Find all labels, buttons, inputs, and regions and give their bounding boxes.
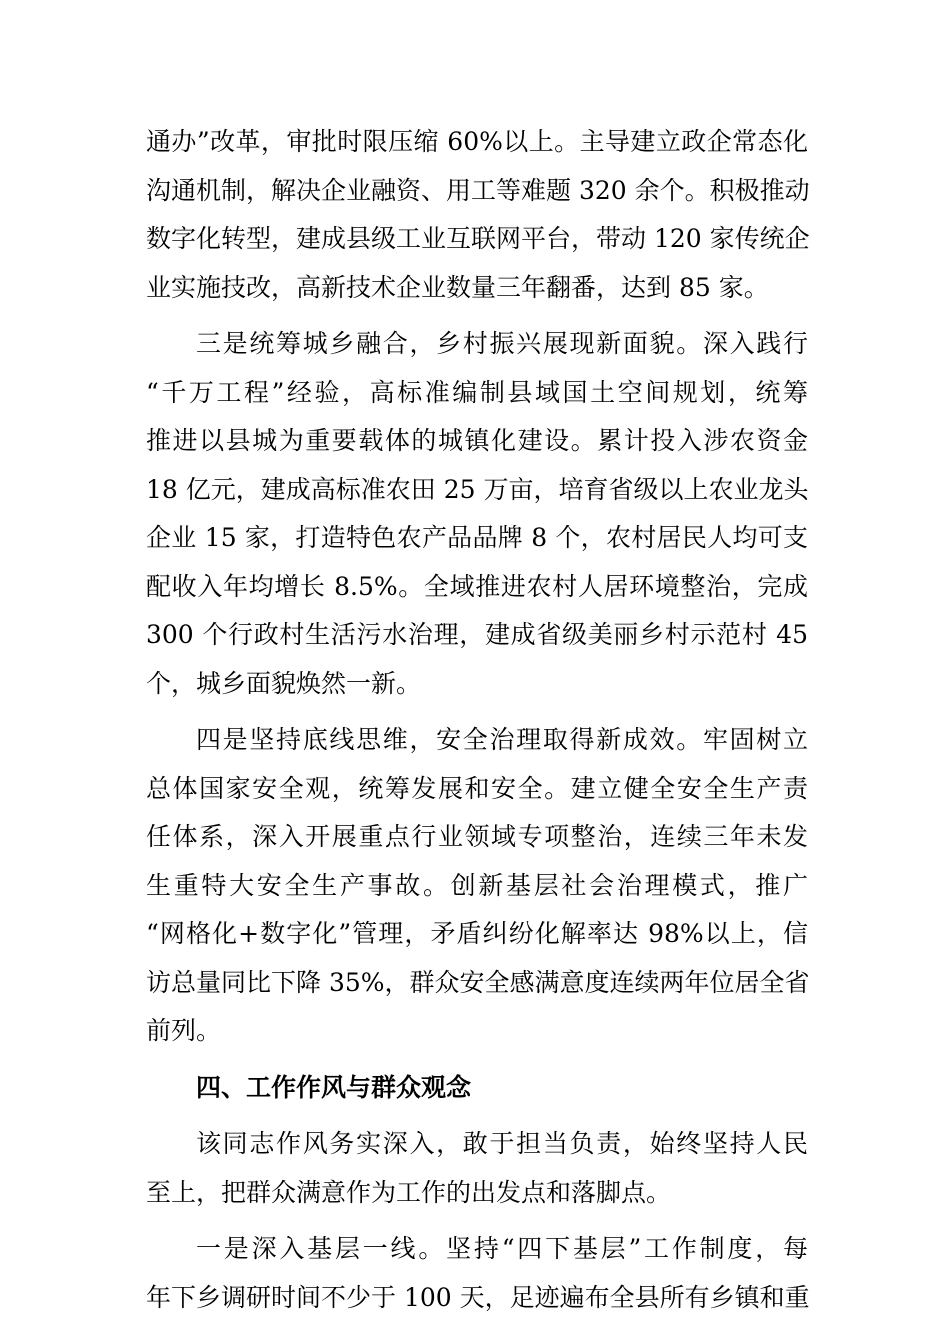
text-line: 生重特大安全生产事故。创新基层社会治理模式，推广 [146,870,808,900]
text-line: 18 亿元，建成高标准农田 25 万亩，培育省级以上农业龙头 [146,474,809,504]
text-line: 总体国家安全观，统筹发展和安全。建立健全安全生产责 [146,773,808,803]
text-line: 访总量同比下降 35%，群众安全感满意度连续两年位居全省 [146,967,810,997]
text-line: 三是统筹城乡融合，乡村振兴展现新面貌。深入践行 [196,329,808,358]
section-heading-text: 四、工作作风与群众观念 [196,1072,472,1102]
paragraph-gap [146,708,808,716]
paragraph-gap [146,1217,808,1225]
text-line: 业实施技改，高新技术企业数量三年翻番，达到 85 家。 [146,272,769,302]
text-line: 配收入年均增长 8.5%。全域推进农村人居环境整治，完成 [146,571,808,601]
text-line: 数字化转型，建成县级工业互联网平台，带动 120 家传统企 [146,224,810,253]
text-line: 推进以县城为重要载体的城镇化建设。累计投入涉农资金 [146,426,808,455]
text-line: 通办”改革，审批时限压缩 60%以上。主导建立政企常态化 [146,127,808,156]
document-body [146,118,808,1322]
text-line: 300 个行政村生活污水治理，建成省级美丽乡村示范村 45 [146,620,808,649]
paragraph-1 [146,118,808,312]
text-line: 个，城乡面貌焕然一新。 [146,668,422,698]
paragraph-gap [146,312,808,320]
text-line: “千万工程”经验，高标准编制县域国土空间规划，统筹 [146,377,808,407]
paragraph-gap [146,1112,808,1120]
text-line: 沟通机制，解决企业融资、用工等难题 320 余个。积极推动 [146,175,810,205]
paragraph-5 [146,1120,808,1217]
paragraph-2 [146,320,808,708]
text-line: 至上，把群众满意作为工作的出发点和落脚点。 [146,1177,672,1207]
text-line: 企业 15 家，打造特色农产品品牌 8 个，农村居民人均可支 [146,523,808,552]
text-line: 四是坚持底线思维，安全治理取得新成效。牢固树立 [196,725,808,754]
text-line: 一是深入基层一线。坚持“四下基层”工作制度，每 [196,1234,808,1263]
paragraph-3 [146,716,808,1056]
paragraph-gap [146,1056,808,1064]
text-line: 该同志作风务实深入，敢于担当负责，始终坚持人民 [196,1129,808,1158]
section-heading [146,1064,808,1113]
paragraph-6 [146,1225,808,1322]
text-line: “网格化+数字化”管理，矛盾纠纷化解率达 98%以上，信 [146,919,808,948]
text-line: 年下乡调研时间不少于 100 天，足迹遍布全县所有乡镇和重 [146,1282,810,1312]
text-line: 任体系，深入开展重点行业领域专项整治，连续三年未发 [146,822,808,851]
text-line: 前列。 [146,1016,222,1045]
